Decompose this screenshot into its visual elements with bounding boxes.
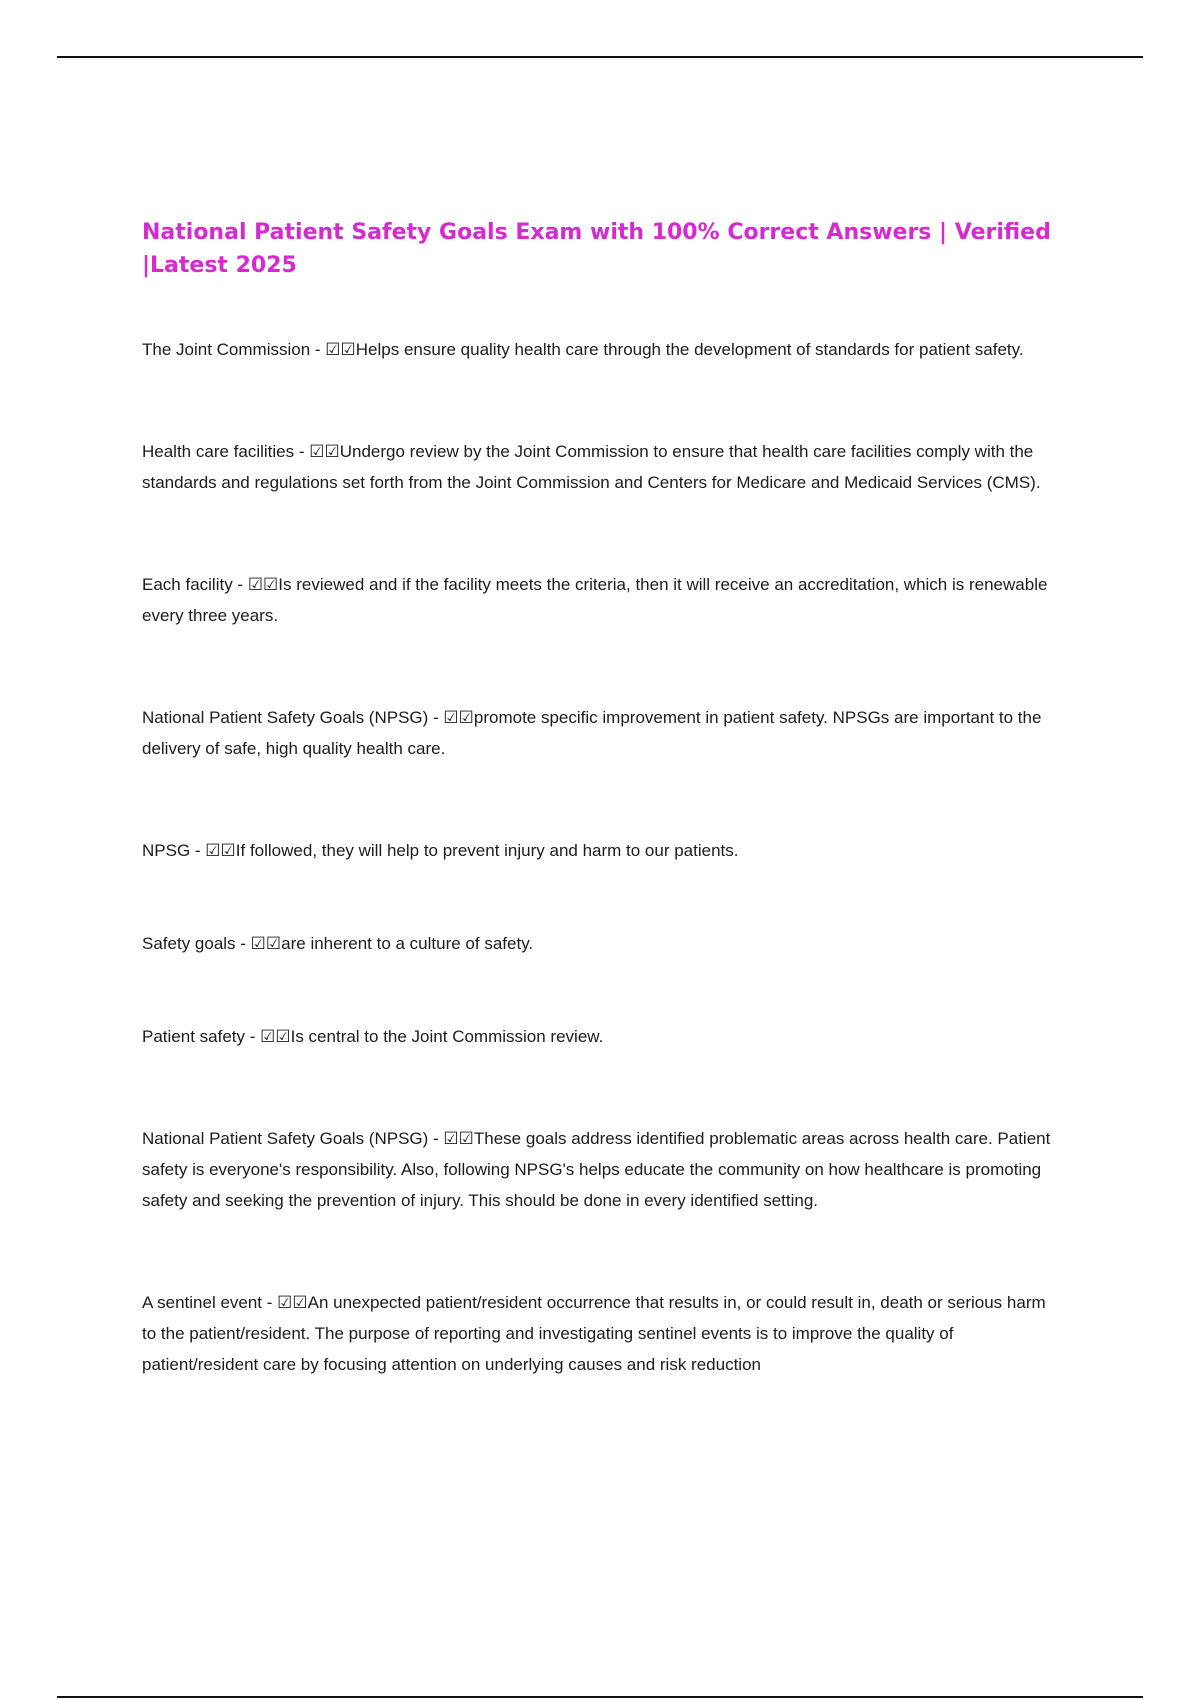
qa-answer: If followed, they will help to prevent injury and harm to our patients. [235, 841, 739, 860]
checkbox-icon: ☑☑ [309, 442, 340, 461]
qa-answer: Undergo review by the Joint Commission to ensure that health care facilities comply with the standards and regulations set forth from the Joint Commission and Centers for Medicare and Medicaid Services (CMS). [142, 442, 1041, 492]
qa-entry [142, 569, 1062, 631]
checkbox-icon: ☑☑ [277, 1293, 308, 1312]
qa-answer: Is reviewed and if the facility meets the criteria, then it will receive an accreditation, which is renewable every three years. [142, 575, 1048, 625]
qa-separator: - [245, 1027, 261, 1046]
qa-term: A sentinel event [142, 1293, 263, 1312]
qa-term: National Patient Safety Goals (NPSG) [142, 708, 429, 727]
checkbox-icon: ☑☑ [260, 1027, 291, 1046]
qa-entry [142, 334, 1062, 365]
qa-separator: - [262, 1293, 278, 1312]
footer-rule [57, 1696, 1143, 1698]
qa-term: NPSG [142, 841, 191, 860]
qa-entry [142, 1123, 1062, 1216]
qa-entry [142, 1021, 1062, 1052]
checkbox-icon: ☑☑ [443, 1129, 474, 1148]
qa-entry [142, 436, 1062, 498]
checkbox-icon: ☑☑ [250, 934, 282, 953]
checkbox-icon: ☑☑ [205, 841, 236, 860]
checkbox-icon: ☑☑ [325, 340, 356, 359]
qa-entry [142, 835, 1062, 866]
checkbox-icon: ☑☑ [443, 708, 474, 727]
qa-answer: are inherent to a culture of safety. [281, 934, 534, 953]
qa-entry [142, 1287, 1062, 1380]
qa-separator: - [428, 708, 444, 727]
qa-answer: An unexpected patient/resident occurrence that results in, or could result in, death or serious harm to the patient/resident. The purpose of reporting and investigating sentinel events is to improve the quality of patient/resident care by focusing attention on underlying causes and risk reduction [142, 1293, 1046, 1374]
qa-separator: - [428, 1129, 444, 1148]
qa-separator: - [310, 340, 326, 359]
qa-term: The Joint Commission [142, 340, 311, 359]
qa-entry [142, 928, 1062, 959]
document-title: National Patient Safety Goals Exam with 100% Correct Answers | Verified |Latest 2025 [142, 220, 1051, 278]
qa-separator: - [190, 841, 206, 860]
document-body [142, 216, 1062, 1380]
qa-term: Safety goals [142, 934, 236, 953]
qa-term: Each facility [142, 575, 233, 594]
header-rule [57, 56, 1143, 58]
qa-entry [142, 702, 1062, 764]
qa-separator: - [235, 934, 251, 953]
qa-answer: promote specific improvement in patient safety. NPSGs are important to the delivery of safe, high quality health care. [142, 708, 1042, 758]
qa-answer: Is central to the Joint Commission review. [290, 1027, 604, 1046]
checkbox-icon: ☑☑ [247, 575, 279, 594]
qa-term: Health care facilities [142, 442, 295, 461]
qa-answer: Helps ensure quality health care through the development of standards for patient safety. [355, 340, 1024, 359]
qa-term: Patient safety [142, 1027, 246, 1046]
qa-term: National Patient Safety Goals (NPSG) [142, 1129, 429, 1148]
qa-answer: These goals address identified problematic areas across health care. Patient safety is everyone's responsibility. Also, following NPSG's helps educate the community on how healthcare is promoting safety and seeking the prevention of injury. This should be done in every identified setting. [142, 1129, 1051, 1210]
qa-separator: - [232, 575, 248, 594]
qa-separator: - [294, 442, 310, 461]
